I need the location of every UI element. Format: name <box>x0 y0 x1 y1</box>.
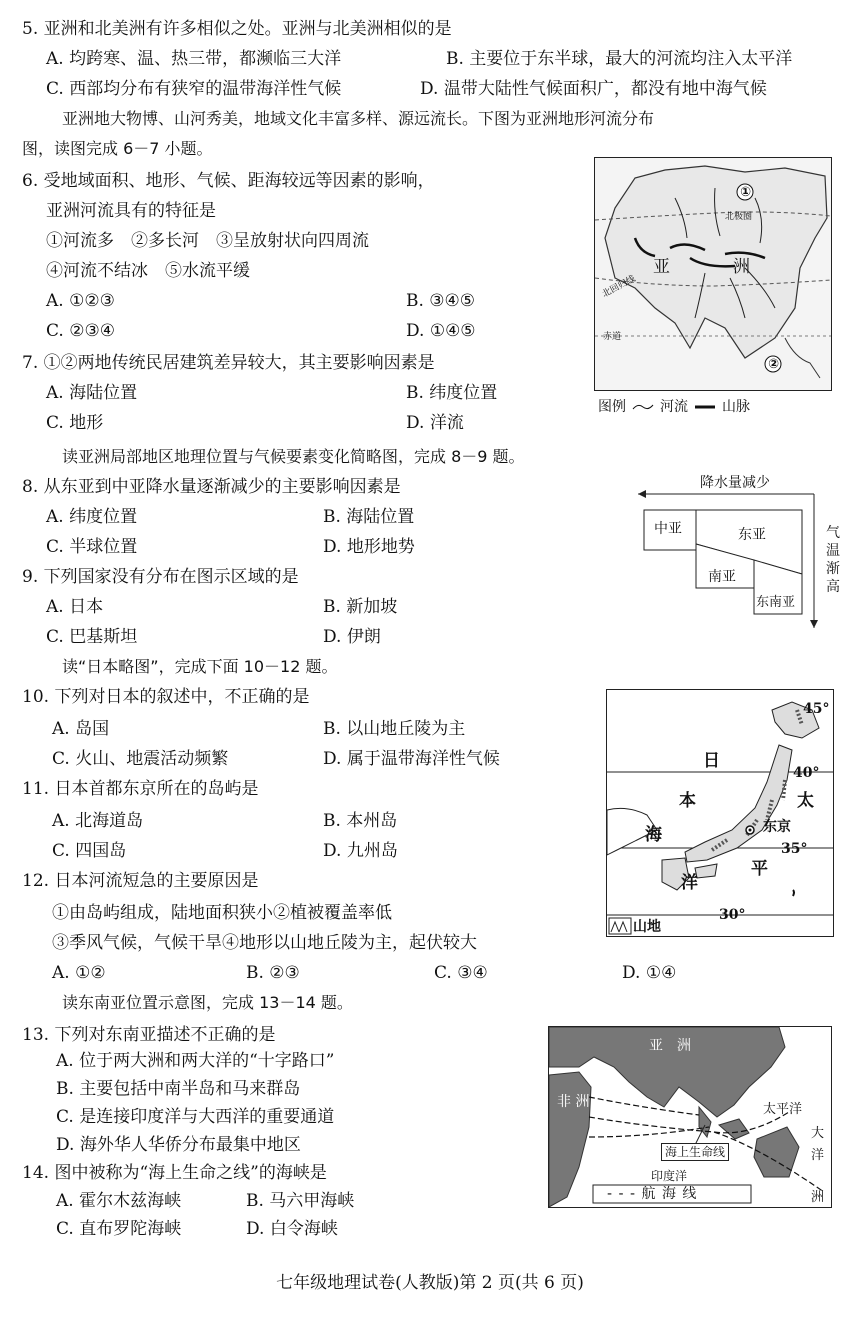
question-9-stem: 9. 下列国家没有分布在图示区域的是 <box>22 567 299 587</box>
region-climate-diagram <box>634 470 844 630</box>
intro-asia-line1: 亚洲地大物博、山河秀美，地域文化丰富多样、源远流长。下图为亚洲地形河流分布 <box>62 109 655 128</box>
indian-ocean-label: 印度洋 <box>651 1169 688 1183</box>
sea-of-japan-label-2: 本 <box>679 791 696 811</box>
dashed-line-icon: - - - <box>607 1186 637 1202</box>
question-12-sub1: ①由岛屿组成，陆地面积狭小②植被覆盖率低 <box>52 903 392 923</box>
oceania-label-3: 洲 <box>811 1190 825 1205</box>
question-8-option-b: B. 海陆位置 <box>323 507 415 527</box>
question-6-option-c: C. ②③④ <box>46 321 115 341</box>
question-12-option-c: C. ③④ <box>434 963 488 983</box>
asia-map-legend <box>598 396 750 418</box>
question-7-stem: 7. ①②两地传统民居建筑差异较大，其主要影响因素是 <box>22 353 435 373</box>
question-13-stem: 13. 下列对东南亚描述不正确的是 <box>22 1025 276 1045</box>
temp-char-2: 温 <box>826 543 840 559</box>
question-5-option-d: D. 温带大陆性气候面积广，都没有地中海气候 <box>420 79 767 99</box>
question-8-option-c: C. 半球位置 <box>46 537 138 557</box>
pacific-label-3: 洋 <box>681 873 698 893</box>
legend-title: 图例 <box>598 399 626 415</box>
region-south-asia: 南亚 <box>708 569 736 585</box>
southeast-asia-location-map <box>548 1026 832 1208</box>
question-5-stem: 5. 亚洲和北美洲有许多相似之处。亚洲与北美洲相似的是 <box>22 19 452 39</box>
pacific-label-1: 太 <box>797 791 814 811</box>
question-10-option-a: A. 岛国 <box>52 719 110 739</box>
question-6-option-b: B. ③④⑤ <box>406 291 476 311</box>
question-13-option-c: C. 是连接印度洋与大西洋的重要通道 <box>56 1107 335 1127</box>
africa-label: 非 洲 <box>557 1094 590 1110</box>
question-5-option-c: C. 西部均分布有狭窄的温带海洋性气候 <box>46 79 342 99</box>
asia-map-marker-1: ① <box>740 185 752 200</box>
question-9-option-b: B. 新加坡 <box>323 597 398 617</box>
equator-label: 赤道 <box>603 332 622 342</box>
precipitation-decrease-label: 降水量减少 <box>700 475 770 491</box>
question-12-option-a: A. ①② <box>52 963 106 983</box>
question-14-option-b: B. 马六甲海峡 <box>246 1191 355 1211</box>
question-9-option-a: A. 日本 <box>46 597 104 617</box>
question-6-stem: 6. 受地域面积、地形、气候、距海较远等因素的影响， <box>22 171 435 191</box>
page-footer: 七年级地理试卷(人教版)第 2 页(共 6 页) <box>276 1273 584 1293</box>
legend-river-label: 河流 <box>660 399 688 415</box>
japan-legend-mountain: 山地 <box>633 919 661 935</box>
asia-map-marker-2: ② <box>768 357 780 372</box>
question-6-sub1: ①河流多 ②多长河 ③呈放射状向四周流 <box>46 231 369 251</box>
shipping-route-legend-label: 航 海 线 <box>641 1186 698 1202</box>
latitude-45-label: 45° <box>803 701 830 717</box>
temperature-increase-label <box>824 524 842 596</box>
latitude-40-label: 40° <box>793 765 820 781</box>
pacific-label-2: 平 <box>751 859 768 879</box>
latitude-30-label: 30° <box>719 907 746 923</box>
intro-region-line: 读亚洲局部地区地理位置与气候要素变化简略图，完成 8－9 题。 <box>62 447 525 466</box>
question-12-sub2: ③季风气候，气候干旱④地形以山地丘陵为主，起伏较大 <box>52 933 477 953</box>
oceania-label-1: 大 <box>811 1126 825 1141</box>
tropic-of-cancer-label: 北回归线 <box>600 274 638 300</box>
mountain-line-icon <box>694 402 716 412</box>
question-7-option-d: D. 洋流 <box>406 413 464 433</box>
region-central-asia: 中亚 <box>654 521 682 537</box>
question-10-option-b: B. 以山地丘陵为主 <box>323 719 466 739</box>
asia-map-label-zhou: 洲 <box>733 257 750 277</box>
question-5-option-b: B. 主要位于东半球，最大的河流均注入太平洋 <box>446 49 793 69</box>
intro-southeast-asia-line: 读东南亚位置示意图，完成 13－14 题。 <box>62 993 353 1012</box>
question-12-stem: 12. 日本河流短急的主要原因是 <box>22 871 259 891</box>
question-10-option-c: C. 火山、地震活动频繁 <box>52 749 229 769</box>
intro-asia-line2: 图，读图完成 6－7 小题。 <box>22 139 213 158</box>
question-10-option-d: D. 属于温带海洋性气候 <box>323 749 500 769</box>
question-7-option-c: C. 地形 <box>46 413 104 433</box>
question-7-option-b: B. 纬度位置 <box>406 383 498 403</box>
question-5-option-a: A. 均跨寒、温、热三带，都濒临三大洋 <box>46 49 342 69</box>
river-icon <box>632 402 654 412</box>
question-6-stem2: 亚洲河流具有的特征是 <box>46 201 216 221</box>
temp-char-4: 高 <box>826 579 840 595</box>
asia-label: 亚 洲 <box>649 1038 691 1054</box>
question-11-option-b: B. 本州岛 <box>323 811 398 831</box>
question-12-option-b: B. ②③ <box>246 963 300 983</box>
question-7-option-a: A. 海陆位置 <box>46 383 138 403</box>
question-11-option-a: A. 北海道岛 <box>52 811 144 831</box>
question-11-option-c: C. 四国岛 <box>52 841 127 861</box>
question-6-option-d: D. ①④⑤ <box>406 321 476 341</box>
shipping-route-legend <box>607 1185 697 1203</box>
question-6-sub2: ④河流不结冰 ⑤水流平缓 <box>46 261 250 281</box>
question-11-stem: 11. 日本首都东京所在的岛屿是 <box>22 779 259 799</box>
latitude-35-label: 35° <box>781 841 808 857</box>
question-10-stem: 10. 下列对日本的叙述中，不正确的是 <box>22 687 310 707</box>
arctic-circle-label: 北极圈 <box>725 212 753 222</box>
sea-of-japan-label-1: 日 <box>703 751 720 771</box>
question-8-option-a: A. 纬度位置 <box>46 507 138 527</box>
sea-of-japan-label-3: 海 <box>645 825 662 845</box>
tokyo-label: 东京 <box>763 819 791 835</box>
question-8-option-d: D. 地形地势 <box>323 537 415 557</box>
question-13-option-d: D. 海外华人华侨分布最集中地区 <box>56 1135 301 1155</box>
question-9-option-d: D. 伊朗 <box>323 627 381 647</box>
intro-japan-line: 读“日本略图”，完成下面 10－12 题。 <box>62 657 338 676</box>
oceania-label-2: 洋 <box>811 1148 825 1163</box>
temp-char-1: 气 <box>826 525 840 541</box>
question-14-option-a: A. 霍尔木兹海峡 <box>56 1191 182 1211</box>
question-14-stem: 14. 图中被称为“海上生命之线”的海峡是 <box>22 1163 327 1183</box>
region-southeast-asia: 东南亚 <box>756 595 796 610</box>
asia-terrain-river-map <box>594 157 832 391</box>
question-14-option-d: D. 白令海峡 <box>246 1219 338 1239</box>
question-13-option-a: A. 位于两大洲和两大洋的“十字路口” <box>56 1051 335 1071</box>
legend-mountain-label: 山脉 <box>722 399 750 415</box>
japan-sketch-map <box>606 689 834 937</box>
question-13-option-b: B. 主要包括中南半岛和马来群岛 <box>56 1079 301 1099</box>
question-6-option-a: A. ①②③ <box>46 291 115 311</box>
temp-char-3: 渐 <box>826 561 840 577</box>
asia-map-label-ya: 亚 <box>653 257 670 277</box>
question-11-option-d: D. 九州岛 <box>323 841 398 861</box>
lifeline-callout: 海上生命线 <box>661 1143 729 1161</box>
question-8-stem: 8. 从东亚到中亚降水量逐渐减少的主要影响因素是 <box>22 477 401 497</box>
pacific-ocean-label: 太平洋 <box>763 1102 803 1117</box>
question-9-option-c: C. 巴基斯坦 <box>46 627 138 647</box>
region-east-asia: 东亚 <box>738 527 766 543</box>
question-12-option-d: D. ①④ <box>622 963 677 983</box>
question-14-option-c: C. 直布罗陀海峡 <box>56 1219 182 1239</box>
